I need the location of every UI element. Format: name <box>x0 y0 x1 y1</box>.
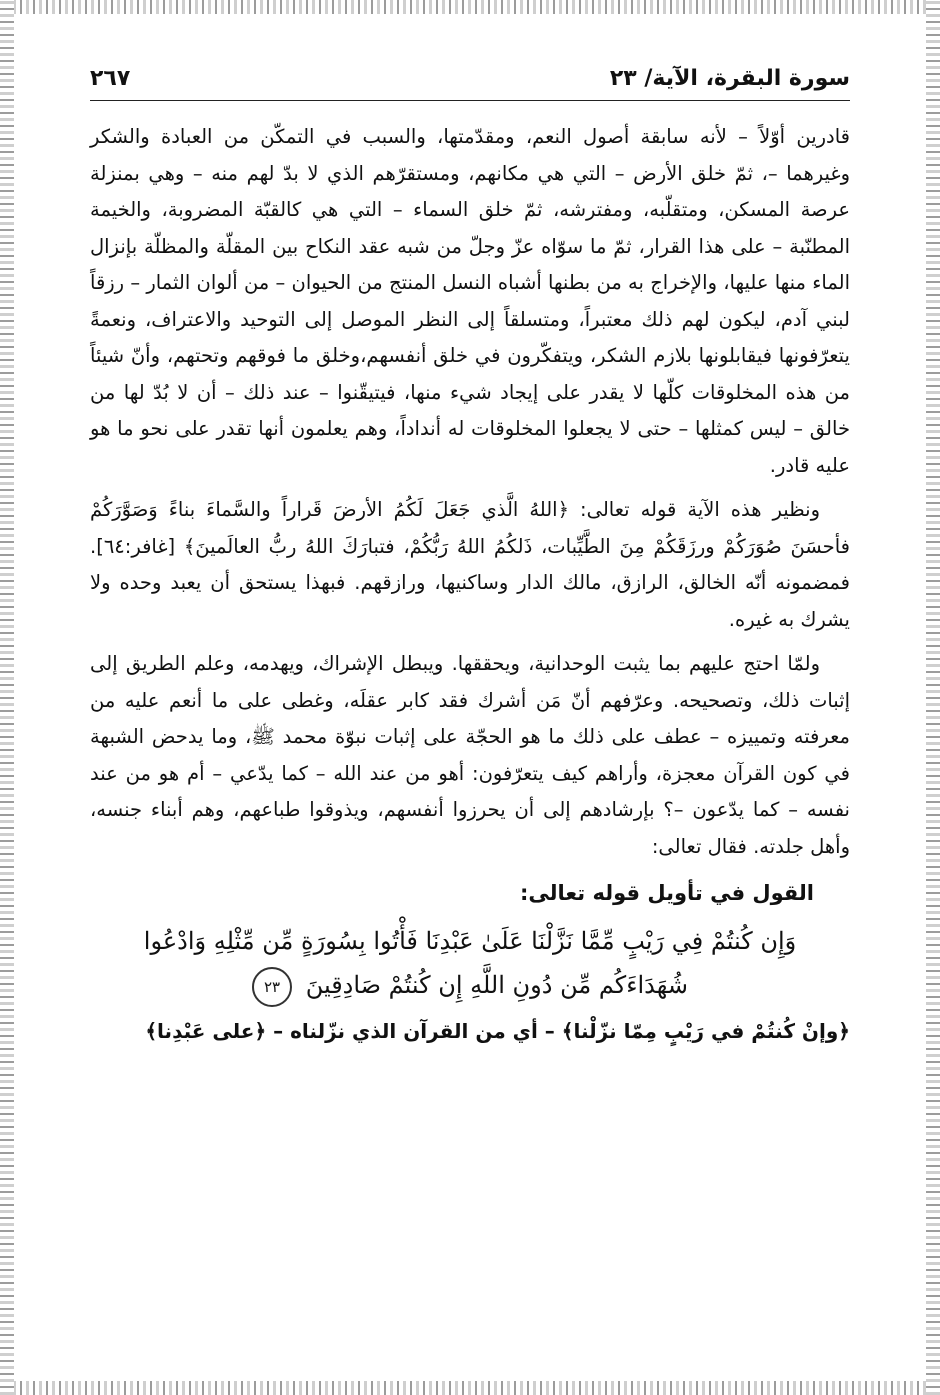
page-body <box>90 119 850 1049</box>
page-border-left <box>0 0 14 1395</box>
paragraph-1: قادرين أوّلاً – لأنه سابقة أصول النعم، ومقدّمتها، والسبب في التمكّن من العبادة والشكر وغيرهما –، ثمّ خلق الأرض – التي هي مكانهم، ومستقرّهم الذي لا بدّ لهم منه – وهي بمنزلة عرصة المسكن، ومتقلّبه، ومفترشه، ثمّ خلق السماء – التي هي كالقبّة المضروبة، والخيمة المطنّبة – على هذا القرار، ثمّ ما سوّاه عزّ وجلّ من شبه عقد النكاح بين المقلّة والمظلّة بإنزال الماء منها عليها، والإخراج به من بطنها أشباه النسل المنتج من الحيوان – من ألوان الثمار – رزقاً لبني آدم، ليكون لهم ذلك معتبراً، ومتسلقاً إلى النظر الموصل إلى التوحيد والاعتراف، ونعمةً يتعرّفونها فيقابلونها بلازم الشكر، ويتفكّرون في خلق أنفسهم،وخلق ما فوقهم وتحتهم، وأنّ شيئاً من هذه المخلوقات كلّها لا يقدر على إيجاد شيء منها، فيتيقّنوا – عند ذلك – أن لا بُدّ لها من خالق – ليس كمثلها – حتى لا يجعلوا المخلوقات له أنداداً، وهم يعلمون أنها تقدر على نحو ما هو عليه قادر. <box>90 125 850 477</box>
paragraph-3: ولمّا احتج عليهم بما يثبت الوحدانية، ويحققها. ويبطل الإشراك، ويهدمه، وعلم الطريق إلى إثبات ذلك، وتصحيحه. وعرّفهم أنّ مَن أشرك فقد كابر عقلَه، وغطى على ما أنعم عليه من معرفته وتمييزه – عطف على ذلك ما هو الحجّة على إثبات نبوّة محمد ﷺ، وما يدحض الشبهة في كون القرآن معجزة، وأراهم كيف يتعرّفون: أهو من عند الله – كما يدّعي – أم هو من عند نفسه – كما يدّعون –؟ بإرشادهم إلى أن يحرزوا أنفسهم، ويذوقوا طباعهم، وهم أبناء جنسه، وأهل جلدته. فقال تعالى: <box>90 652 850 858</box>
section-heading: القول في تأويل قوله تعالى: <box>520 881 814 905</box>
verse-line-2-text: شُهَدَاءَكُم مِّن دُونِ اللَّهِ إِن كُنتُمْ صَادِقِينَ <box>305 971 688 999</box>
verse-line-1: وَإِن كُنتُمْ فِي رَيْبٍ مِّمَّا نَزَّلْنَا عَلَىٰ عَبْدِنَا فَأْتُوا بِسُورَةٍ مِّن مِّثْلِهِ وَادْعُوا <box>143 927 797 955</box>
page-border-right <box>926 0 940 1395</box>
page-number: ٢٦٧ <box>90 66 131 91</box>
ayah-number-marker: ٢٣ <box>252 967 292 1007</box>
page <box>90 58 850 1358</box>
header-title: سورة البقرة، الآية/ ٢٣ <box>609 66 850 91</box>
paragraph-2: ونظير هذه الآية قوله تعالى: ﴿اللهُ الَّذي جَعَلَ لَكُمُ الأرضَ قَراراً والسَّماءَ بناءً وَصَوَّرَكُمْ فأحسَنَ صُوَرَكُمْ ورزَقَكُمْ مِنَ الطَّيِّبات، ذَلكُمُ اللهُ رَبُّكُمْ، فتبارَكَ اللهُ ربُّ العالَمينَ﴾ [غافر:٦٤]. فمضمونه أنّه الخالق، الرازق، مالك الدار وساكنيها، ورازقهم. فبهذا يستحق أن يعبد وحده ولا يشرك به غيره. <box>90 498 850 631</box>
verse-line-2 <box>90 963 850 1007</box>
quran-verse <box>90 919 850 1007</box>
page-border-bottom <box>0 1381 940 1395</box>
page-border-top <box>0 0 940 14</box>
running-header <box>90 58 850 101</box>
commentary-line: ﴿وإنْ كُنتُمْ في رَيْبٍ مِمّا نزّلْنا﴾ – أي من القرآن الذي نزّلناه – ﴿على عَبْدِنا﴾ <box>145 1019 850 1043</box>
